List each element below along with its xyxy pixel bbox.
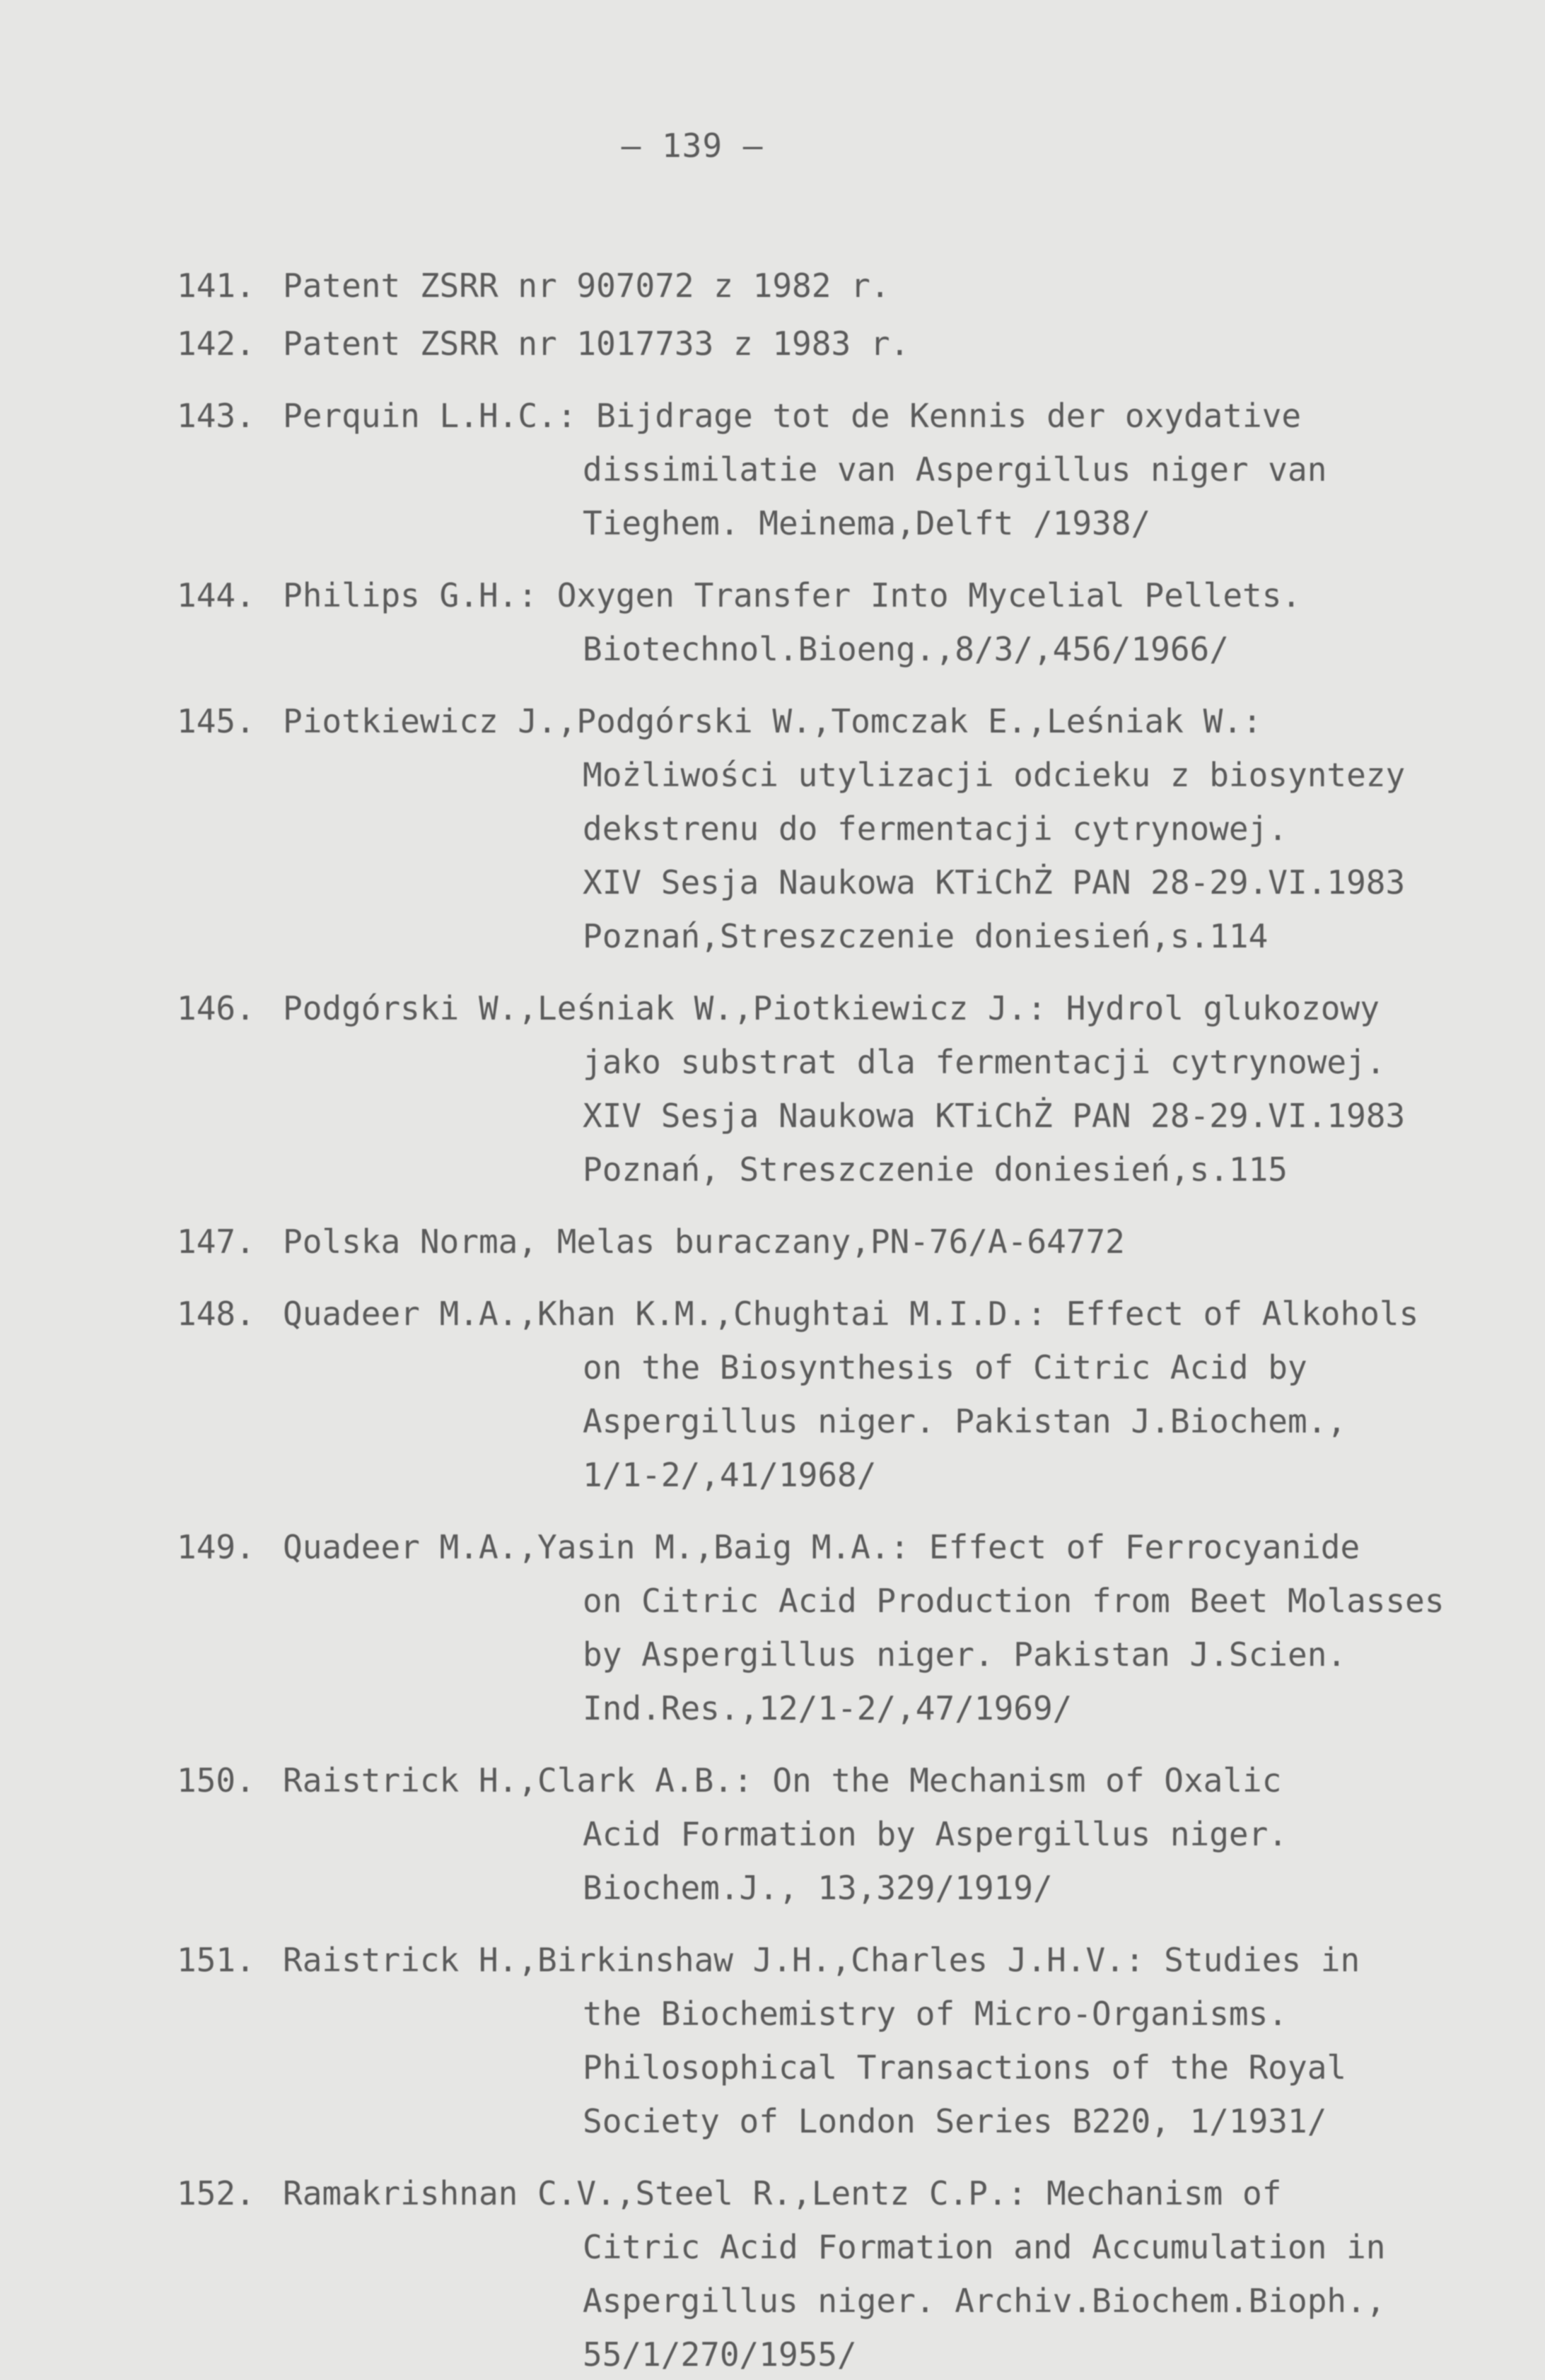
reference-first-line [177, 1215, 1538, 1268]
reference-number: 149. [177, 1528, 255, 1566]
reference-continuation-line: Acid Formation by Aspergillus niger. [583, 1815, 1288, 1853]
reference-entry [177, 389, 1538, 550]
reference-number: 148. [177, 1295, 255, 1333]
reference-first-line [177, 259, 1538, 313]
reference-first-line [177, 2166, 1538, 2220]
reference-continuation-line: jako substrat dla fermentacji cytrynowej. [583, 1043, 1386, 1081]
reference-entry [177, 1520, 1538, 1735]
reference-first-line [177, 389, 1538, 443]
reference-text: Quadeer M.A.,Khan K.M.,Chughtai M.I.D.: Effect of Alkohols [283, 1295, 1419, 1333]
reference-first-line [177, 1754, 1538, 1807]
reference-entry [177, 2166, 1538, 2380]
reference-continuation-line: dissimilatie van Aspergillus niger van [583, 450, 1327, 489]
reference-continuation-line: on the Biosynthesis of Citric Acid by [583, 1348, 1307, 1387]
reference-first-line [177, 568, 1538, 622]
reference-list [177, 240, 1538, 2380]
reference-text: Raistrick H.,Birkinshaw J.H.,Charles J.H.V.: Studies in [283, 1941, 1360, 1979]
reference-entry [177, 981, 1538, 1196]
reference-entry [177, 694, 1538, 963]
reference-continuation-line: Biochem.J., 13,329/1919/ [583, 1869, 1053, 1907]
reference-text: Perquin L.H.C.: Bijdrage tot de Kennis der oxydative [283, 397, 1302, 435]
reference-continuation-line: Aspergillus niger. Archiv.Biochem.Bioph., [583, 2282, 1386, 2320]
reference-first-line [177, 1287, 1538, 1341]
reference-continuation-line: the Biochemistry of Micro-Organisms. [583, 1995, 1288, 2033]
page-number: – 139 – [621, 127, 764, 165]
reference-number: 144. [177, 576, 255, 614]
reference-continuation-line: Ind.Res.,12/1-2/,47/1969/ [583, 1689, 1073, 1727]
reference-continuation-line: 1/1-2/,41/1968/ [583, 1456, 877, 1494]
reference-continuation-line: XIV Sesja Naukowa KTiChŻ PAN 28-29.VI.1983 [583, 1097, 1406, 1135]
reference-number: 150. [177, 1761, 255, 1799]
reference-number: 151. [177, 1941, 255, 1979]
reference-continuation-line: Citric Acid Formation and Accumulation in [583, 2228, 1386, 2266]
reference-number: 152. [177, 2174, 255, 2212]
reference-number: 147. [177, 1223, 255, 1261]
reference-continuation-line: Tieghem. Meinema,Delft /1938/ [583, 504, 1151, 542]
reference-entry [177, 1754, 1538, 1915]
reference-number: 145. [177, 702, 255, 740]
reference-entry [177, 1287, 1538, 1502]
reference-first-line [177, 317, 1538, 371]
reference-text: Podgórski W.,Leśniak W.,Piotkiewicz J.: Hydrol glukozowy [283, 989, 1380, 1027]
reference-continuation-line: Philosophical Transactions of the Royal [583, 2048, 1347, 2087]
reference-continuation-line: Society of London Series B220, 1/1931/ [583, 2102, 1327, 2140]
reference-text: Raistrick H.,Clark A.B.: On the Mechanism of Oxalic [283, 1761, 1282, 1799]
reference-continuation-line: 55/1/270/1955/ [583, 2335, 857, 2374]
reference-first-line [177, 1520, 1538, 1574]
reference-continuation-line: Poznań,Streszczenie doniesień,s.114 [583, 917, 1269, 955]
reference-entry [177, 1933, 1538, 2148]
reference-text: Polska Norma, Melas buraczany,PN-76/A-64772 [283, 1223, 1125, 1261]
reference-number: 142. [177, 325, 255, 363]
reference-continuation-line: by Aspergillus niger. Pakistan J.Scien. [583, 1635, 1347, 1674]
reference-entry [177, 259, 1538, 313]
reference-entry [177, 1215, 1538, 1268]
reference-continuation-line: Możliwości utylizacji odcieku z biosyntezy [583, 756, 1406, 794]
reference-entry [177, 317, 1538, 371]
reference-continuation-line: Aspergillus niger. Pakistan J.Biochem., [583, 1402, 1347, 1440]
reference-entry [177, 568, 1538, 676]
reference-first-line [177, 981, 1538, 1035]
reference-number: 146. [177, 989, 255, 1027]
reference-text: Patent ZSRR nr 1017733 z 1983 r. [283, 325, 910, 363]
reference-text: Ramakrishnan C.V.,Steel R.,Lentz C.P.: Mechanism of [283, 2174, 1282, 2212]
reference-continuation-line: on Citric Acid Production from Beet Molasses [583, 1582, 1445, 1620]
reference-text: Piotkiewicz J.,Podgórski W.,Tomczak E.,Leśniak W.: [283, 702, 1262, 740]
reference-continuation-line: Biotechnol.Bioeng.,8/3/,456/1966/ [583, 630, 1229, 668]
reference-number: 143. [177, 397, 255, 435]
reference-text: Quadeer M.A.,Yasin M.,Baig M.A.: Effect of Ferrocyanide [283, 1528, 1360, 1566]
reference-first-line [177, 1933, 1538, 1987]
reference-text: Patent ZSRR nr 907072 z 1982 r. [283, 267, 890, 305]
reference-text: Philips G.H.: Oxygen Transfer Into Mycelial Pellets. [283, 576, 1302, 614]
reference-continuation-line: Poznań, Streszczenie doniesień,s.115 [583, 1150, 1288, 1189]
reference-continuation-line: XIV Sesja Naukowa KTiChŻ PAN 28-29.VI.1983 [583, 863, 1406, 902]
reference-first-line [177, 694, 1538, 748]
reference-number: 141. [177, 267, 255, 305]
reference-continuation-line: dekstrenu do fermentacji cytrynowej. [583, 810, 1288, 848]
